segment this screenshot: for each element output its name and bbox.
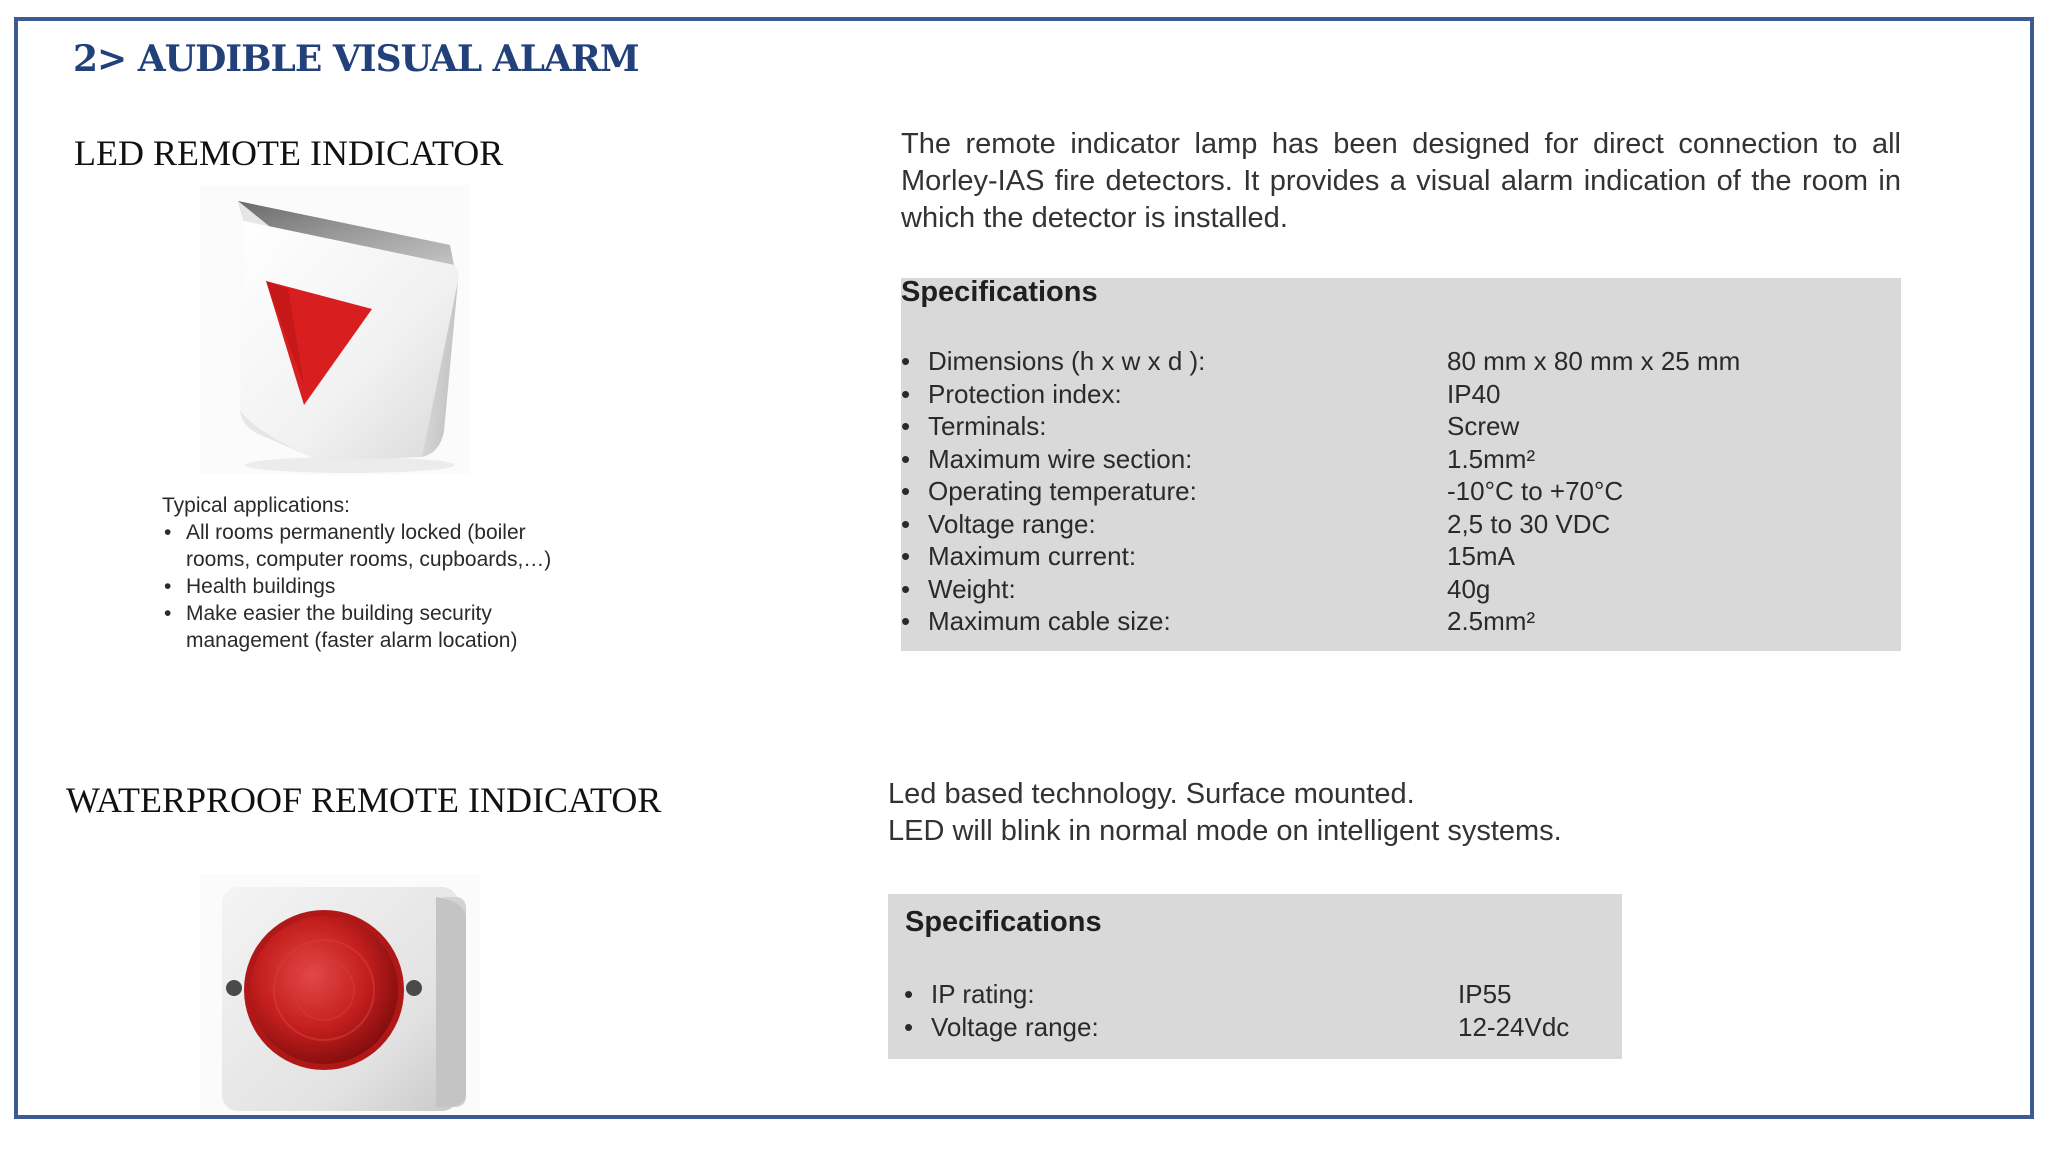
bullet-icon: • [904, 979, 914, 1009]
section-heading-waterproof-remote-indicator: WATERPROOF REMOTE INDICATOR [66, 780, 662, 820]
spec-value: 2.5mm² [1447, 606, 1536, 636]
spec-value: 40g [1447, 573, 1491, 604]
spec-value: 15mA [1447, 541, 1515, 571]
spec-label: Maximum current: [928, 541, 1137, 571]
specifications-title: Specifications [901, 276, 1098, 308]
spec-value: 2,5 to 30 VDC [1447, 508, 1611, 539]
description-line: Led based technology. Surface mounted. [888, 778, 1415, 810]
led-remote-indicator-image [200, 185, 470, 475]
spec-value: Screw [1447, 411, 1520, 441]
spec-value: -10°C to +70°C [1447, 476, 1624, 506]
spec-value: 1.5mm² [1447, 443, 1536, 474]
spec-label: IP rating: [931, 979, 1035, 1009]
spec-label: Maximum wire section: [928, 443, 1193, 474]
list-item: • Make easier the building security management (faster alarm location) [162, 600, 582, 654]
led-remote-indicator-specifications [901, 278, 1901, 651]
spec-label: Maximum cable size: [928, 606, 1171, 636]
waterproof-remote-indicator-illustration [200, 875, 480, 1115]
bullet-icon: • [901, 573, 911, 604]
waterproof-remote-indicator-specifications [888, 894, 1622, 1059]
bullet-icon: • [901, 606, 911, 636]
spec-label: Operating temperature: [928, 476, 1197, 506]
waterproof-remote-indicator-description [888, 776, 1688, 850]
spec-label: Voltage range: [928, 508, 1096, 539]
typical-applications-list [162, 519, 582, 654]
description-line: LED will blink in normal mode on intelligent systems. [888, 815, 1562, 847]
spec-label: Dimensions (h x w x d ): [928, 346, 1206, 376]
bullet-icon: • [901, 508, 911, 539]
led-remote-indicator-description [901, 126, 1901, 237]
spec-label: Voltage range: [931, 1012, 1099, 1042]
list-item: • All rooms permanently locked (boiler rooms, computer rooms, cupboards,…) [162, 519, 582, 573]
bullet-icon: • [901, 541, 911, 571]
typical-applications-title: Typical applications: [162, 494, 350, 517]
typical-applications [162, 492, 582, 654]
description-paragraph: The remote indicator lamp has been designed for direct connection to all Morley-IAS fire detectors. It provides a visual alarm indication of the room in which the detector is installed. [901, 128, 1901, 234]
bullet-icon: • [901, 476, 911, 506]
spec-value: 12-24Vdc [1458, 1012, 1570, 1042]
waterproof-remote-indicator-image [200, 875, 480, 1115]
led-remote-indicator-illustration [200, 185, 470, 475]
page-title: 2> AUDIBLE VISUAL ALARM [73, 38, 639, 80]
spec-label: Weight: [928, 573, 1016, 604]
bullet-icon: • [901, 411, 911, 441]
spec-value: 80 mm x 80 mm x 25 mm [1447, 346, 1741, 376]
spec-label: Terminals: [928, 411, 1047, 441]
bullet-icon: • [901, 443, 911, 474]
list-item: • Health buildings [162, 573, 582, 600]
spec-value: IP55 [1458, 979, 1512, 1009]
bullet-icon: • [904, 1012, 914, 1042]
bullet-icon: • [901, 378, 911, 409]
spec-label: Protection index: [928, 378, 1122, 409]
section-heading-led-remote-indicator: LED REMOTE INDICATOR [74, 133, 504, 173]
specifications-title: Specifications [905, 906, 1102, 938]
bullet-icon: • [901, 346, 911, 376]
spec-value: IP40 [1447, 378, 1501, 409]
